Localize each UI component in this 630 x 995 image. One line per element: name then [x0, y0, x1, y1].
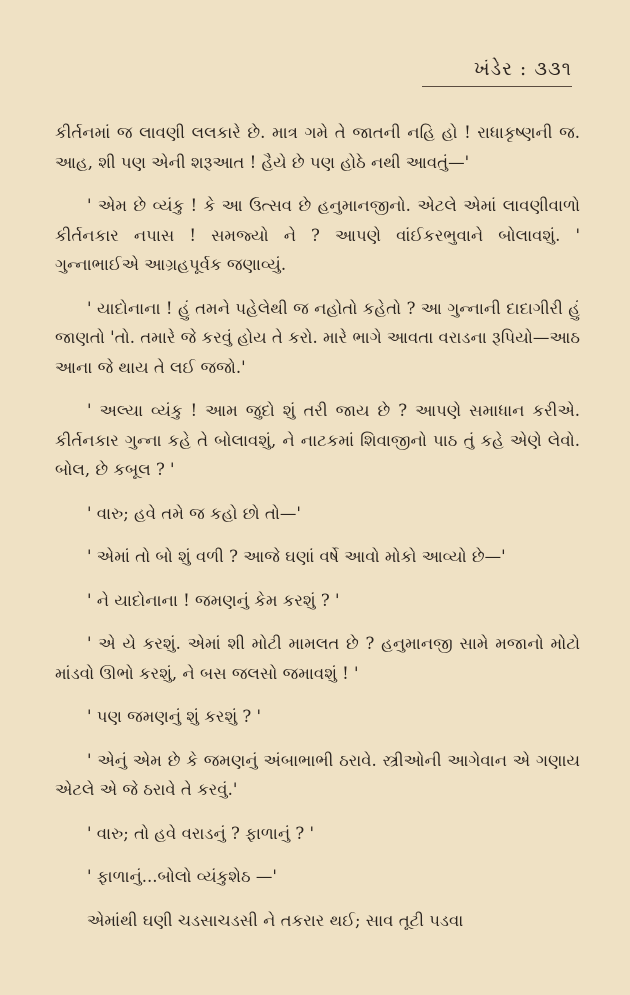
paragraph: ' એનું એમ છે કે જમણનું અંબાભાભી ઠરાવે. સ્ત્રીઓની આગેવાન એ ગણાય એટલે એ જે ઠરાવે તે કરવું.' — [55, 750, 580, 799]
paragraph: ' વારુ; તો હવે વરાડનું ? ફાળાનું ? ' — [87, 823, 315, 843]
paragraph: ' પણ જમણનું શું કરશું ? ' — [87, 707, 262, 726]
paragraph: ' વારુ; હવે તમે જ કહો છો તો—' — [87, 503, 301, 523]
page-number: ખંડેર : ૩૩૧ — [474, 58, 572, 80]
paragraph: ' યાદોનાના ! હું તમને પહેલેથી જ નહોતો કહેતો ? આ ગુન્નાની દાદાગીરી હું જાણતો 'તો. તમારે જે કરવું હોય તે કરો. મારે ભાગે આવતા વરાડના રૂપિયો—આઠ આના જે થાય તે લઈ જજો.' — [55, 298, 580, 377]
body-text — [55, 118, 580, 949]
paragraph: ' એમાં તો બો શું વળી ? આજે ઘણાં વર્ષે આવો મોકો આવ્યો છે—' — [87, 547, 506, 566]
page-header — [422, 58, 572, 87]
paragraph-continuation: કીર્તનમાં જ લાવણી લલકારે છે. માત્ર ગમે તે જાતની નહિ હો ! રાધાકૃષ્ણની જ. આહ, શી પણ એની શરૂઆત ! હૈયે છે પણ હોઠે નથી આવતું—' — [55, 123, 580, 172]
paragraph: એમાંથી ઘણી ચડસાચડસી ને તકરાર થઈ; સાવ તૂટી પડવા — [87, 910, 464, 930]
header-rule — [422, 86, 572, 87]
paragraph: ' ને યાદોનાના ! જમણનું કેમ કરશું ? ' — [87, 590, 340, 610]
paragraph: ' અલ્યા વ્યંકુ ! આમ જુદો શું તરી જાય છે ? આપણે સમાધાન કરીએ. કીર્તનકાર ગુન્ના કહે તે બોલાવશું, ને નાટકમાં શિવાજીનો પાઠ તું કહે એણે લેવો. બોલ, છે કબૂલ ? ' — [55, 401, 580, 479]
paragraph: ' એ યે કરશું. એમાં શી મોટી મામલત છે ? હનુમાનજી સામે મજાનો મોટો માંડવો ઊભો કરશું, ને બસ જલસો જમાવશું ! ' — [55, 634, 580, 683]
paragraph: ' એમ છે વ્યંકુ ! કે આ ઉત્સવ છે હનુમાનજીનો. એટલે એમાં લાવણીવાળો કીર્તનકાર નપાસ ! સમજ્યો ને ? આપણે વાંઈકરભુવાને બોલાવશું. ' ગુન્નાભાઈએ આગ્રહપૂર્વક જણાવ્યું. — [55, 196, 580, 274]
paragraph: ' ફાળાનું...બોલો વ્યંકુશેઠ —' — [87, 867, 277, 886]
